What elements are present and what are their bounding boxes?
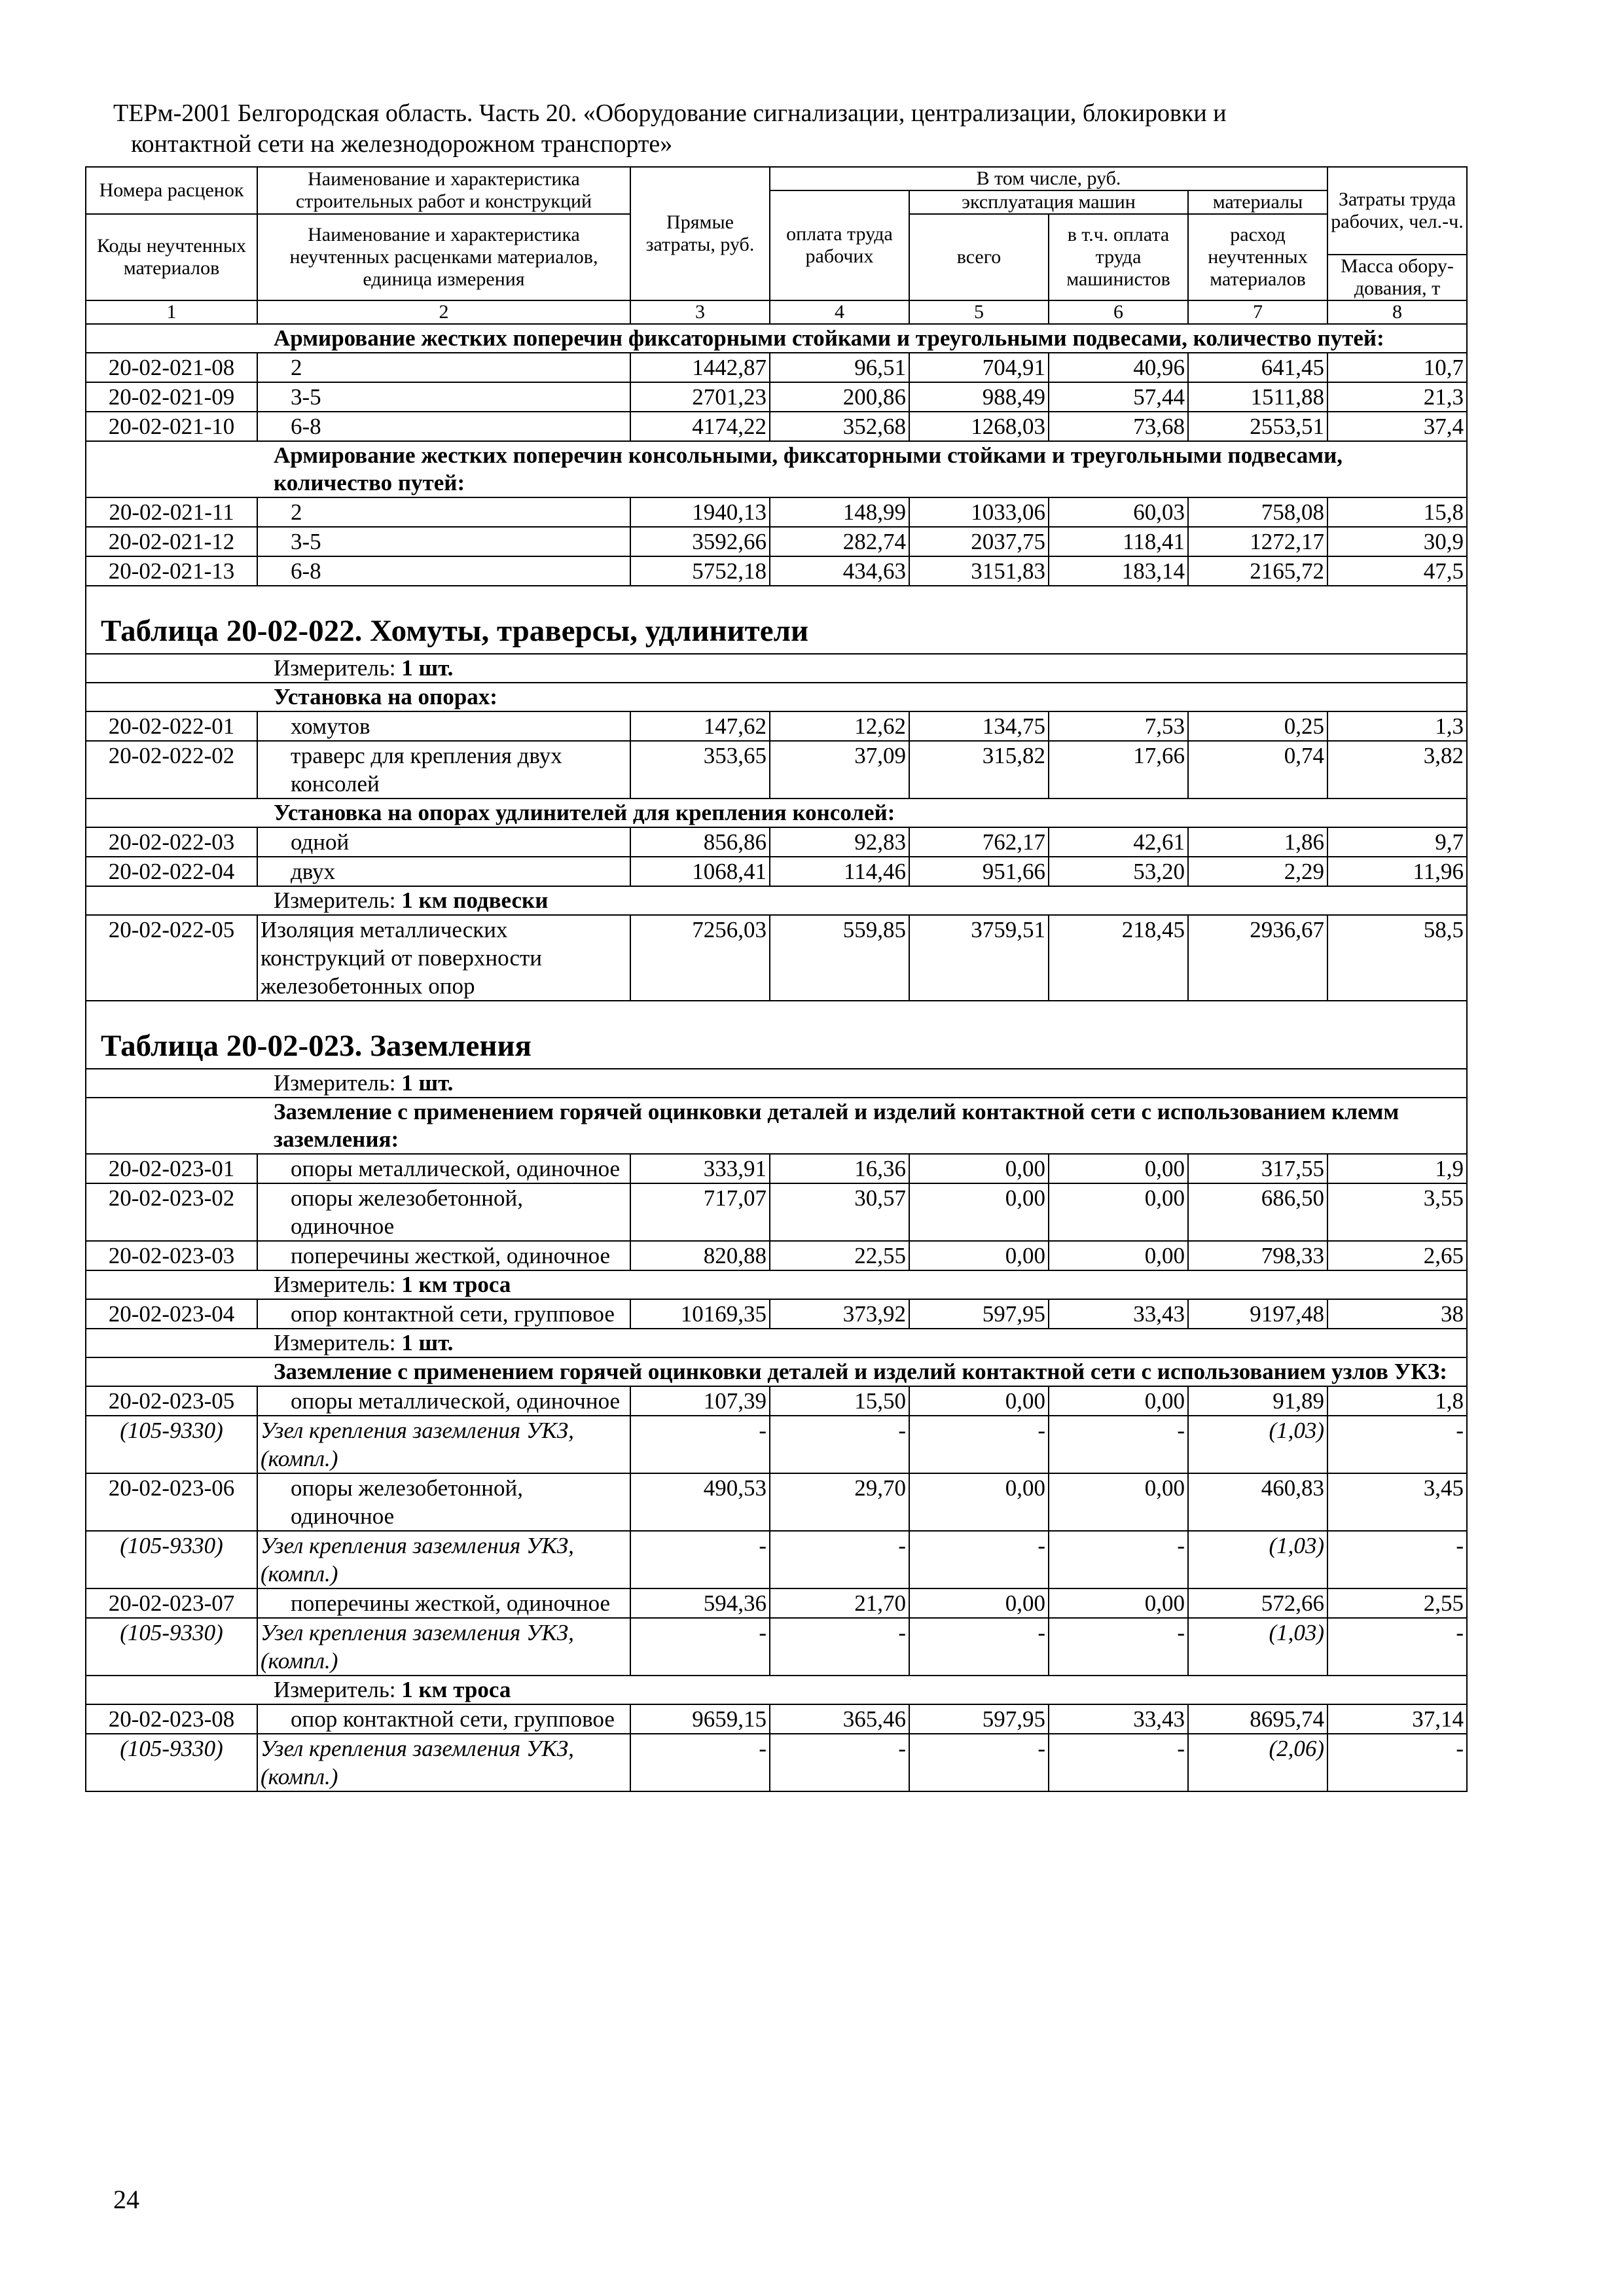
material-value: - [909, 1618, 1049, 1676]
value-cell: 490,53 [630, 1473, 770, 1531]
value-cell: 148,99 [770, 497, 909, 527]
material-row [86, 1734, 1467, 1791]
value-cell: 33,43 [1049, 1299, 1188, 1329]
value-cell: 134,75 [909, 711, 1049, 741]
material-value: - [630, 1416, 770, 1473]
table-row [86, 412, 1467, 441]
value-cell: 37,4 [1327, 412, 1467, 441]
value-cell: 1268,03 [909, 412, 1049, 441]
material-value: - [1327, 1734, 1467, 1791]
value-cell: 5752,18 [630, 556, 770, 586]
header-line-2: контактной сети на железнодорожном транспорте» [131, 130, 673, 158]
col-number: 8 [1327, 300, 1467, 324]
value-cell: 10,7 [1327, 353, 1467, 382]
value-cell: 118,41 [1049, 527, 1188, 556]
section-heading: Армирование жестких поперечин консольными, фиксаторными стойками и треугольными подвесами, количество путей: [86, 441, 1467, 497]
value-cell: 73,68 [1049, 412, 1188, 441]
work-name: Изоляция металлических конструкций от поверхности железобетонных опор [257, 915, 630, 1001]
measure-label: Измеритель: [274, 1677, 402, 1702]
value-cell: 3,82 [1327, 741, 1467, 798]
measure-unit [86, 1069, 1467, 1098]
material-value: - [1049, 1416, 1188, 1473]
value-cell: 12,62 [770, 711, 909, 741]
measure-row [86, 1270, 1467, 1299]
value-cell: 559,85 [770, 915, 909, 1001]
work-name: траверс для крепления двух консолей [257, 741, 630, 798]
value-cell: 29,70 [770, 1473, 909, 1531]
measure-value: 1 км троса [401, 1272, 511, 1297]
value-cell: 37,09 [770, 741, 909, 798]
col-header-wages: оплата труда рабочих [770, 190, 909, 300]
value-cell: 282,74 [770, 527, 909, 556]
material-value: - [630, 1734, 770, 1791]
measure-label: Измеритель: [274, 1330, 402, 1355]
work-name: поперечины жесткой, одиночное [257, 1241, 630, 1270]
rate-code: 20-02-023-06 [86, 1473, 257, 1531]
value-cell: 33,43 [1049, 1704, 1188, 1734]
work-name: двух [257, 857, 630, 886]
rate-code: 20-02-021-12 [86, 527, 257, 556]
value-cell: 365,46 [770, 1704, 909, 1734]
table-row [86, 1386, 1467, 1416]
measure-unit [86, 1329, 1467, 1357]
rate-code: 20-02-022-05 [86, 915, 257, 1001]
rate-code: 20-02-021-13 [86, 556, 257, 586]
rate-code: 20-02-021-08 [86, 353, 257, 382]
value-cell: 1,3 [1327, 711, 1467, 741]
value-cell: 572,66 [1188, 1588, 1327, 1618]
value-cell: 1033,06 [909, 497, 1049, 527]
value-cell: 3,45 [1327, 1473, 1467, 1531]
value-cell: 315,82 [909, 741, 1049, 798]
material-value: (2,06) [1188, 1734, 1327, 1791]
value-cell: 38 [1327, 1299, 1467, 1329]
rate-code: 20-02-022-03 [86, 827, 257, 857]
material-value: - [770, 1618, 909, 1676]
col-header-machines: эксплуатация машин [909, 190, 1188, 214]
work-name: опор контактной сети, групповое [257, 1299, 630, 1329]
section-heading: Заземление с применением горячей оцинковки деталей и изделий контактной сети с использованием клемм заземления: [86, 1098, 1467, 1154]
rate-code: 20-02-022-04 [86, 857, 257, 886]
table-row [86, 1183, 1467, 1241]
measure-row [86, 1329, 1467, 1357]
measure-value: 1 шт. [401, 1330, 454, 1355]
value-cell: 0,00 [909, 1473, 1049, 1531]
value-cell: 0,00 [1049, 1588, 1188, 1618]
value-cell: 0,00 [909, 1588, 1049, 1618]
col-header-equipment-mass: Масса обору-дования, т [1327, 255, 1467, 300]
material-code: (105-9330) [86, 1531, 257, 1588]
table-row [86, 1241, 1467, 1270]
value-cell: 92,83 [770, 827, 909, 857]
value-cell: 597,95 [909, 1299, 1049, 1329]
work-name: 3-5 [257, 382, 630, 412]
work-name: 6-8 [257, 412, 630, 441]
table-row [86, 915, 1467, 1001]
col-number: 6 [1049, 300, 1188, 324]
material-row [86, 1531, 1467, 1588]
value-cell: 951,66 [909, 857, 1049, 886]
work-name: опоры железобетонной, одиночное [257, 1183, 630, 1241]
col-number: 5 [909, 300, 1049, 324]
measure-row [86, 1676, 1467, 1704]
material-value: - [770, 1416, 909, 1473]
material-row [86, 1416, 1467, 1473]
value-cell: 7,53 [1049, 711, 1188, 741]
section-row [86, 324, 1467, 353]
table-row [86, 1154, 1467, 1183]
value-cell: 352,68 [770, 412, 909, 441]
value-cell: 1,9 [1327, 1154, 1467, 1183]
value-cell: 0,00 [909, 1386, 1049, 1416]
work-name: опор контактной сети, групповое [257, 1704, 630, 1734]
value-cell: 9197,48 [1188, 1299, 1327, 1329]
col-number: 1 [86, 300, 257, 324]
col-header-labor: Затраты труда рабочих, чел.-ч. [1327, 167, 1467, 255]
col-header-operator-wages: в т.ч. оплата труда машинистов [1049, 214, 1188, 300]
table-title-row [86, 1001, 1467, 1069]
table-row [86, 857, 1467, 886]
value-cell: 641,45 [1188, 353, 1327, 382]
section-heading: Заземление с применением горячей оцинковки деталей и изделий контактной сети с использованием узлов УКЗ: [86, 1357, 1467, 1386]
value-cell: 434,63 [770, 556, 909, 586]
value-cell: 0,00 [1049, 1154, 1188, 1183]
value-cell: 4174,22 [630, 412, 770, 441]
value-cell: 717,07 [630, 1183, 770, 1241]
material-row [86, 1618, 1467, 1676]
rate-code: 20-02-023-02 [86, 1183, 257, 1241]
work-name: 2 [257, 353, 630, 382]
value-cell: 820,88 [630, 1241, 770, 1270]
value-cell: 2,29 [1188, 857, 1327, 886]
value-cell: 2165,72 [1188, 556, 1327, 586]
section-row [86, 1098, 1467, 1154]
material-code: (105-9330) [86, 1734, 257, 1791]
value-cell: 22,55 [770, 1241, 909, 1270]
value-cell: 42,61 [1049, 827, 1188, 857]
material-value: - [1049, 1618, 1188, 1676]
measure-value: 1 км подвески [401, 888, 549, 913]
material-value: - [770, 1531, 909, 1588]
rate-code: 20-02-021-09 [86, 382, 257, 412]
rate-code: 20-02-023-04 [86, 1299, 257, 1329]
value-cell: 1940,13 [630, 497, 770, 527]
measure-value: 1 км троса [401, 1677, 511, 1702]
col-header-codes: Номера расценок [86, 167, 257, 214]
material-code: (105-9330) [86, 1618, 257, 1676]
section-row [86, 1357, 1467, 1386]
value-cell: 0,00 [1049, 1386, 1188, 1416]
col-header-material-names: Наименование и характеристика неучтенных расценками материалов, единица измерения [257, 214, 630, 300]
measure-label: Измеритель: [274, 655, 402, 681]
table-row [86, 741, 1467, 798]
table-title: Таблица 20-02-022. Хомуты, траверсы, удлинители [86, 586, 1467, 654]
col-number: 3 [630, 300, 770, 324]
measure-label: Измеритель: [274, 1070, 402, 1096]
work-name: 6-8 [257, 556, 630, 586]
table-row [86, 827, 1467, 857]
page-number: 24 [113, 2185, 139, 2214]
value-cell: 856,86 [630, 827, 770, 857]
material-name: Узел крепления заземления УКЗ, (компл.) [257, 1618, 630, 1676]
value-cell: 60,03 [1049, 497, 1188, 527]
value-cell: 0,00 [909, 1154, 1049, 1183]
work-name: 3-5 [257, 527, 630, 556]
col-header-direct-costs: Прямые затраты, руб. [630, 167, 770, 300]
rate-code: 20-02-022-02 [86, 741, 257, 798]
value-cell: 333,91 [630, 1154, 770, 1183]
material-value: - [770, 1734, 909, 1791]
material-value: - [1049, 1734, 1188, 1791]
measure-row [86, 886, 1467, 915]
work-name: хомутов [257, 711, 630, 741]
col-header-material-codes: Коды неучтенных материалов [86, 214, 257, 300]
value-cell: 373,92 [770, 1299, 909, 1329]
material-value: - [1327, 1618, 1467, 1676]
table-title-row [86, 586, 1467, 654]
value-cell: 2553,51 [1188, 412, 1327, 441]
value-cell: 594,36 [630, 1588, 770, 1618]
value-cell: 1,86 [1188, 827, 1327, 857]
value-cell: 58,5 [1327, 915, 1467, 1001]
col-number: 4 [770, 300, 909, 324]
work-name: 2 [257, 497, 630, 527]
value-cell: 11,96 [1327, 857, 1467, 886]
value-cell: 0,00 [1049, 1473, 1188, 1531]
measure-label: Измеритель: [274, 1272, 402, 1297]
col-header-work-name: Наименование и характеристика строительных работ и конструкций [257, 167, 630, 214]
value-cell: 0,00 [909, 1183, 1049, 1241]
value-cell: 3759,51 [909, 915, 1049, 1001]
col-number: 2 [257, 300, 630, 324]
rate-code: 20-02-023-01 [86, 1154, 257, 1183]
rate-code: 20-02-023-03 [86, 1241, 257, 1270]
value-cell: 47,5 [1327, 556, 1467, 586]
measure-row [86, 1069, 1467, 1098]
rate-code: 20-02-021-11 [86, 497, 257, 527]
value-cell: 2,65 [1327, 1241, 1467, 1270]
value-cell: 17,66 [1049, 741, 1188, 798]
measure-label: Измеритель: [274, 888, 402, 913]
value-cell: 1068,41 [630, 857, 770, 886]
value-cell: 21,3 [1327, 382, 1467, 412]
col-header-including: В том числе, руб. [770, 167, 1327, 190]
measure-row [86, 654, 1467, 683]
value-cell: 147,62 [630, 711, 770, 741]
material-name: Узел крепления заземления УКЗ, (компл.) [257, 1416, 630, 1473]
value-cell: 0,00 [1049, 1241, 1188, 1270]
value-cell: 30,9 [1327, 527, 1467, 556]
material-value: - [909, 1416, 1049, 1473]
value-cell: 798,33 [1188, 1241, 1327, 1270]
value-cell: 15,50 [770, 1386, 909, 1416]
value-cell: 762,17 [909, 827, 1049, 857]
value-cell: 9,7 [1327, 827, 1467, 857]
value-cell: 96,51 [770, 353, 909, 382]
value-cell: 1511,88 [1188, 382, 1327, 412]
value-cell: 597,95 [909, 1704, 1049, 1734]
table-row [86, 711, 1467, 741]
rate-code: 20-02-023-08 [86, 1704, 257, 1734]
material-name: Узел крепления заземления УКЗ, (компл.) [257, 1531, 630, 1588]
value-cell: 7256,03 [630, 915, 770, 1001]
value-cell: 1272,17 [1188, 527, 1327, 556]
measure-unit [86, 1676, 1467, 1704]
col-number: 7 [1188, 300, 1327, 324]
value-cell: 1,8 [1327, 1386, 1467, 1416]
section-row [86, 798, 1467, 827]
material-code: (105-9330) [86, 1416, 257, 1473]
measure-value: 1 шт. [401, 1070, 454, 1096]
value-cell: 40,96 [1049, 353, 1188, 382]
value-cell: 57,44 [1049, 382, 1188, 412]
table-row [86, 353, 1467, 382]
value-cell: 114,46 [770, 857, 909, 886]
value-cell: 2701,23 [630, 382, 770, 412]
value-cell: 21,70 [770, 1588, 909, 1618]
value-cell: 183,14 [1049, 556, 1188, 586]
measure-unit [86, 1270, 1467, 1299]
work-name: поперечины жесткой, одиночное [257, 1588, 630, 1618]
material-name: Узел крепления заземления УКЗ, (компл.) [257, 1734, 630, 1791]
work-name: одной [257, 827, 630, 857]
section-heading: Установка на опорах удлинителей для крепления консолей: [86, 798, 1467, 827]
col-header-material-use: расход неучтенных материалов [1188, 214, 1327, 300]
value-cell: 460,83 [1188, 1473, 1327, 1531]
rate-code: 20-02-021-10 [86, 412, 257, 441]
value-cell: 2037,75 [909, 527, 1049, 556]
value-cell: 353,65 [630, 741, 770, 798]
value-cell: 53,20 [1049, 857, 1188, 886]
section-row [86, 441, 1467, 497]
header-line-1: ТЕРм-2001 Белгородская область. Часть 20. «Оборудование сигнализации, централизации, блокировки и [113, 99, 1227, 127]
table-body [86, 324, 1467, 1791]
value-cell: 704,91 [909, 353, 1049, 382]
work-name: опоры металлической, одиночное [257, 1154, 630, 1183]
value-cell: 988,49 [909, 382, 1049, 412]
material-value: - [909, 1531, 1049, 1588]
value-cell: 91,89 [1188, 1386, 1327, 1416]
work-name: опоры металлической, одиночное [257, 1386, 630, 1416]
col-header-machines-total: всего [909, 214, 1049, 300]
page-header [113, 98, 1435, 160]
material-value: (1,03) [1188, 1416, 1327, 1473]
measure-unit [86, 886, 1467, 915]
table-row [86, 527, 1467, 556]
value-cell: 3592,66 [630, 527, 770, 556]
table-row [86, 497, 1467, 527]
value-cell: 0,00 [909, 1241, 1049, 1270]
value-cell: 2936,67 [1188, 915, 1327, 1001]
col-header-materials: материалы [1188, 190, 1327, 214]
table-row [86, 382, 1467, 412]
value-cell: 2,55 [1327, 1588, 1467, 1618]
table-row [86, 1704, 1467, 1734]
rate-code: 20-02-023-07 [86, 1588, 257, 1618]
value-cell: 317,55 [1188, 1154, 1327, 1183]
value-cell: 758,08 [1188, 497, 1327, 527]
measure-value: 1 шт. [401, 655, 454, 681]
value-cell: 37,14 [1327, 1704, 1467, 1734]
material-value: - [1327, 1531, 1467, 1588]
table-row [86, 556, 1467, 586]
material-value: - [630, 1531, 770, 1588]
value-cell: 200,86 [770, 382, 909, 412]
value-cell: 10169,35 [630, 1299, 770, 1329]
value-cell: 15,8 [1327, 497, 1467, 527]
section-row [86, 683, 1467, 711]
value-cell: 3,55 [1327, 1183, 1467, 1241]
price-table [85, 166, 1468, 1792]
value-cell: 107,39 [630, 1386, 770, 1416]
value-cell: 30,57 [770, 1183, 909, 1241]
table-row [86, 1473, 1467, 1531]
section-heading: Установка на опорах: [86, 683, 1467, 711]
table-row [86, 1299, 1467, 1329]
material-value: - [909, 1734, 1049, 1791]
work-name: опоры железобетонной, одиночное [257, 1473, 630, 1531]
value-cell: 0,74 [1188, 741, 1327, 798]
value-cell: 686,50 [1188, 1183, 1327, 1241]
value-cell: 218,45 [1049, 915, 1188, 1001]
value-cell: 0,25 [1188, 711, 1327, 741]
material-value: - [1049, 1531, 1188, 1588]
material-value: (1,03) [1188, 1618, 1327, 1676]
value-cell: 0,00 [1049, 1183, 1188, 1241]
measure-unit [86, 654, 1467, 683]
section-heading: Армирование жестких поперечин фиксаторными стойками и треугольными подвесами, количество путей: [86, 324, 1467, 353]
value-cell: 1442,87 [630, 353, 770, 382]
value-cell: 9659,15 [630, 1704, 770, 1734]
value-cell: 8695,74 [1188, 1704, 1327, 1734]
rate-code: 20-02-023-05 [86, 1386, 257, 1416]
material-value: - [1327, 1416, 1467, 1473]
value-cell: 16,36 [770, 1154, 909, 1183]
material-value: (1,03) [1188, 1531, 1327, 1588]
material-value: - [630, 1618, 770, 1676]
rate-code: 20-02-022-01 [86, 711, 257, 741]
value-cell: 3151,83 [909, 556, 1049, 586]
table-row [86, 1588, 1467, 1618]
table-title: Таблица 20-02-023. Заземления [86, 1001, 1467, 1069]
